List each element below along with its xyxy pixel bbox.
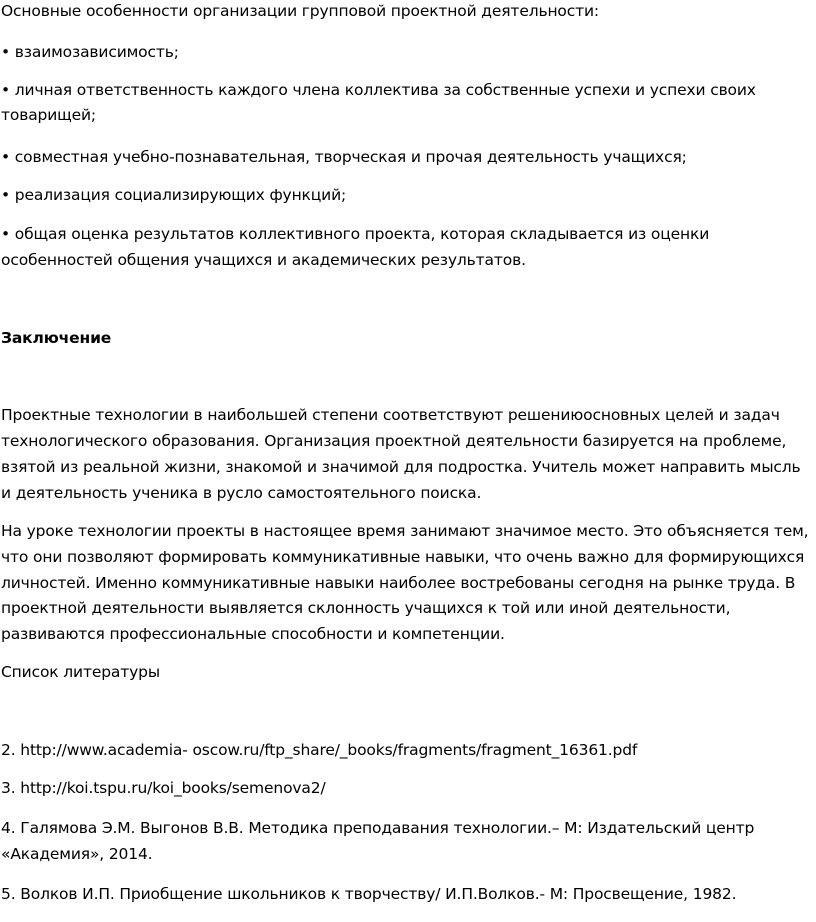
reference-item-4-cont: «Академия», 2014.: [1, 845, 153, 863]
reference-item-5: 5. Волков И.П. Приобщение школьников к творчеству/ И.П.Волков.- М: Просвещение, 1982.: [1, 885, 737, 903]
paragraph-2-line-5: развиваются профессиональные способности и компетенции.: [1, 625, 505, 643]
bullet-item-overall-assessment: • общая оценка результатов коллективного проекта, которая складывается из оценки: [1, 225, 710, 243]
reference-item-3: 3. http://koi.tspu.ru/koi_books/semenova2/: [1, 779, 326, 797]
bullet-item-joint-activity: • совместная учебно-познавательная, творческая и прочая деятельность учащихся;: [1, 148, 687, 166]
paragraph-1-line-1: Проектные технологии в наибольшей степени соответствуют решениюосновных целей и задач: [1, 406, 780, 424]
paragraph-2-line-3: личностей. Именно коммуникативные навыки наиболее востребованы сегодня на рынке труда. В: [1, 574, 796, 592]
paragraph-1-line-3: взятой из реальной жизни, знакомой и значимой для подростка. Учитель может направить мысль: [1, 458, 801, 476]
bullet-item-responsibility: • личная ответственность каждого члена коллектива за собственные успехи и успехи своих: [1, 81, 756, 99]
references-heading: Список литературы: [1, 663, 160, 681]
paragraph-2-line-4: проектной деятельности выявляется склонность учащихся к той или иной деятельности,: [1, 599, 731, 617]
bullet-item-responsibility-cont: товарищей;: [1, 106, 96, 124]
paragraph-1-line-4: и деятельность ученика в русло самостоятельного поиска.: [1, 484, 482, 502]
paragraph-2-line-2: что они позволяют формировать коммуникативные навыки, что очень важно для формирующихся: [1, 548, 805, 566]
bullet-item-overall-assessment-cont: особенностей общения учащихся и академических результатов.: [1, 251, 526, 269]
bullet-item-social-functions: • реализация социализирующих функций;: [1, 186, 347, 204]
paragraph-2-line-1: На уроке технологии проекты в настоящее время занимают значимое место. Это объясняется тем,: [1, 522, 809, 540]
reference-item-2: 2. http://www.academia- oscow.ru/ftp_share/_books/fragments/fragment_16361.pdf: [1, 741, 638, 759]
intro-text: Основные особенности организации групповой проектной деятельности:: [1, 2, 600, 20]
paragraph-1-line-2: технологического образования. Организация проектной деятельности базируется на проблеме,: [1, 432, 787, 450]
conclusion-heading: Заключение: [1, 329, 112, 347]
bullet-item-interdependence: • взаимозависимость;: [1, 43, 179, 61]
reference-item-4: 4. Галямова Э.М. Выгонов В.В. Методика преподавания технологии.– М: Издательский центр: [1, 819, 755, 837]
